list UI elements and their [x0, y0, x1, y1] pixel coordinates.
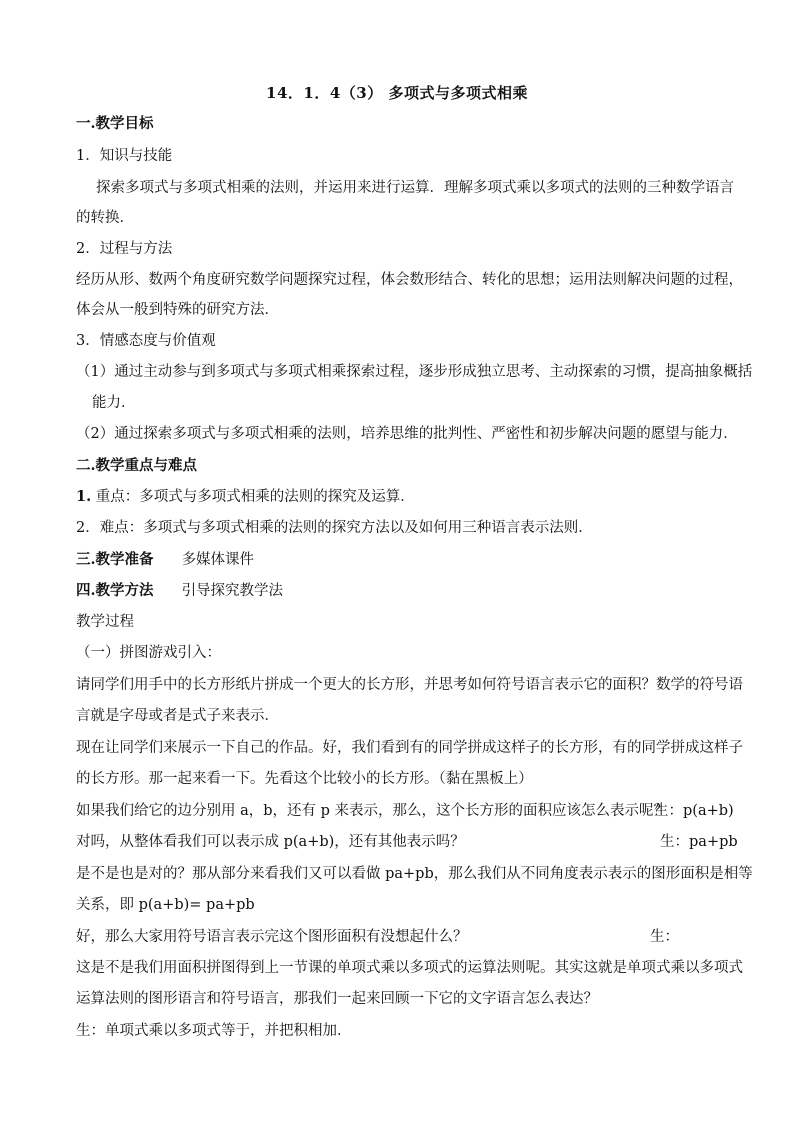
key-point-1-number: 1. [76, 488, 92, 505]
list-item-1-line2: 能力． [92, 395, 136, 411]
subheading-process-method: 2．过程与方法 [76, 241, 173, 257]
document-title: 14．1．4（3） 多项式与多项式相乘 [266, 84, 528, 102]
teaching-method-row [76, 581, 726, 601]
student-answer-2: 生：pa+pb [660, 834, 738, 850]
paragraph-6-line2: 运算法则的图形语言和符号语言，那我们一起来回顾一下它的文字语言怎么表达？ [76, 991, 598, 1007]
paragraph-2-line2: 的长方形。那一起来看一下。先看这个比较小的长方形。（黏在黑板上） [76, 771, 533, 787]
paragraph-6-line1: 这是不是我们用面积拼图得到上一节课的单项式乘以多项式的运算法则呢。其实这就是单项式乘以多项式 [76, 960, 743, 976]
paragraph-process-line1: 经历从形、数两个角度研究数学问题探究过程，体会数形结合、转化的思想；运用法则解决问题的过程， [76, 272, 743, 288]
key-point-1-text: 重点：多项式与多项式相乘的法则的探究及运算． [91, 489, 415, 505]
paragraph-1-line2: 言就是字母或者是式子来表示． [76, 708, 279, 724]
list-item-2: （2）通过探索多项式与多项式相乘的法则，培养思维的批判性、严密性和初步解决问题的愿望与能力． [76, 426, 738, 442]
paragraph-4-line2: 关系，即 p(a+b)= pa+pb [76, 897, 255, 913]
paragraph-process-line2: 体会从一般到特殊的研究方法． [76, 302, 279, 318]
part-1-heading: （一）拼图游戏引入： [76, 645, 221, 661]
preparation-value: 多媒体课件 [181, 552, 255, 568]
key-point-1 [76, 487, 726, 507]
teaching-preparation-row [76, 550, 726, 570]
section-heading-preparation: 三.教学准备 [76, 551, 154, 568]
section-heading-key-points: 二.教学重点与难点 [76, 457, 198, 474]
subheading-knowledge-skills: 1．知识与技能 [76, 148, 173, 164]
student-answer-1: 生：p(a+b) [654, 803, 734, 819]
paragraph-knowledge-line1: 探索多项式与多项式相乘的法则，并运用来进行运算．理解多项式乘以多项式的法则的三种数学语言 [96, 180, 734, 196]
section-heading-teaching-goals: 一.教学目标 [76, 115, 154, 132]
list-item-1-line1: （1）通过主动参与到多项式与多项式相乘探索过程，逐步形成独立思考、主动探索的习惯，提高抽象概括 [76, 364, 753, 380]
paragraph-4-line1: 是不是也是对的？那从部分来看我们又可以看做 pa+pb，那么我们从不同角度表示表示的图形面积是相等 [76, 866, 753, 882]
method-value: 引导探究教学法 [181, 583, 284, 599]
paragraph-knowledge-line2: 的转换． [76, 210, 134, 226]
paragraph-1-line1: 请同学们用手中的长方形纸片拼成一个更大的长方形，并思考如何符号语言表示它的面积？数学的符号语 [76, 677, 743, 693]
teaching-process-heading: 教学过程 [76, 614, 134, 630]
paragraph-5: 好，那么大家用符号语言表示完这个图形面积有没想起什么？ [76, 929, 468, 945]
paragraph-3-line2: 对吗，从整体看我们可以表示成 p(a+b)，还有其他表示吗？ [76, 834, 465, 850]
student-answer-3: 生： [650, 929, 679, 945]
paragraph-3-line1: 如果我们给它的边分别用 a，b，还有 p 来表示，那么，这个长方形的面积应该怎么表示呢？ [76, 803, 669, 819]
paragraph-7: 生：单项式乘以多项式等于，并把积相加． [76, 1023, 352, 1039]
paragraph-2-line1: 现在让同学们来展示一下自己的作品。好，我们看到有的同学拼成这样子的长方形，有的同学拼成这样子 [76, 740, 743, 756]
key-point-2: 2．难点：多项式与多项式相乘的法则的探究方法以及如何用三种语言表示法则． [76, 520, 593, 536]
section-heading-method: 四.教学方法 [76, 582, 154, 599]
subheading-emotion-values: 3．情感态度与价值观 [76, 333, 216, 349]
